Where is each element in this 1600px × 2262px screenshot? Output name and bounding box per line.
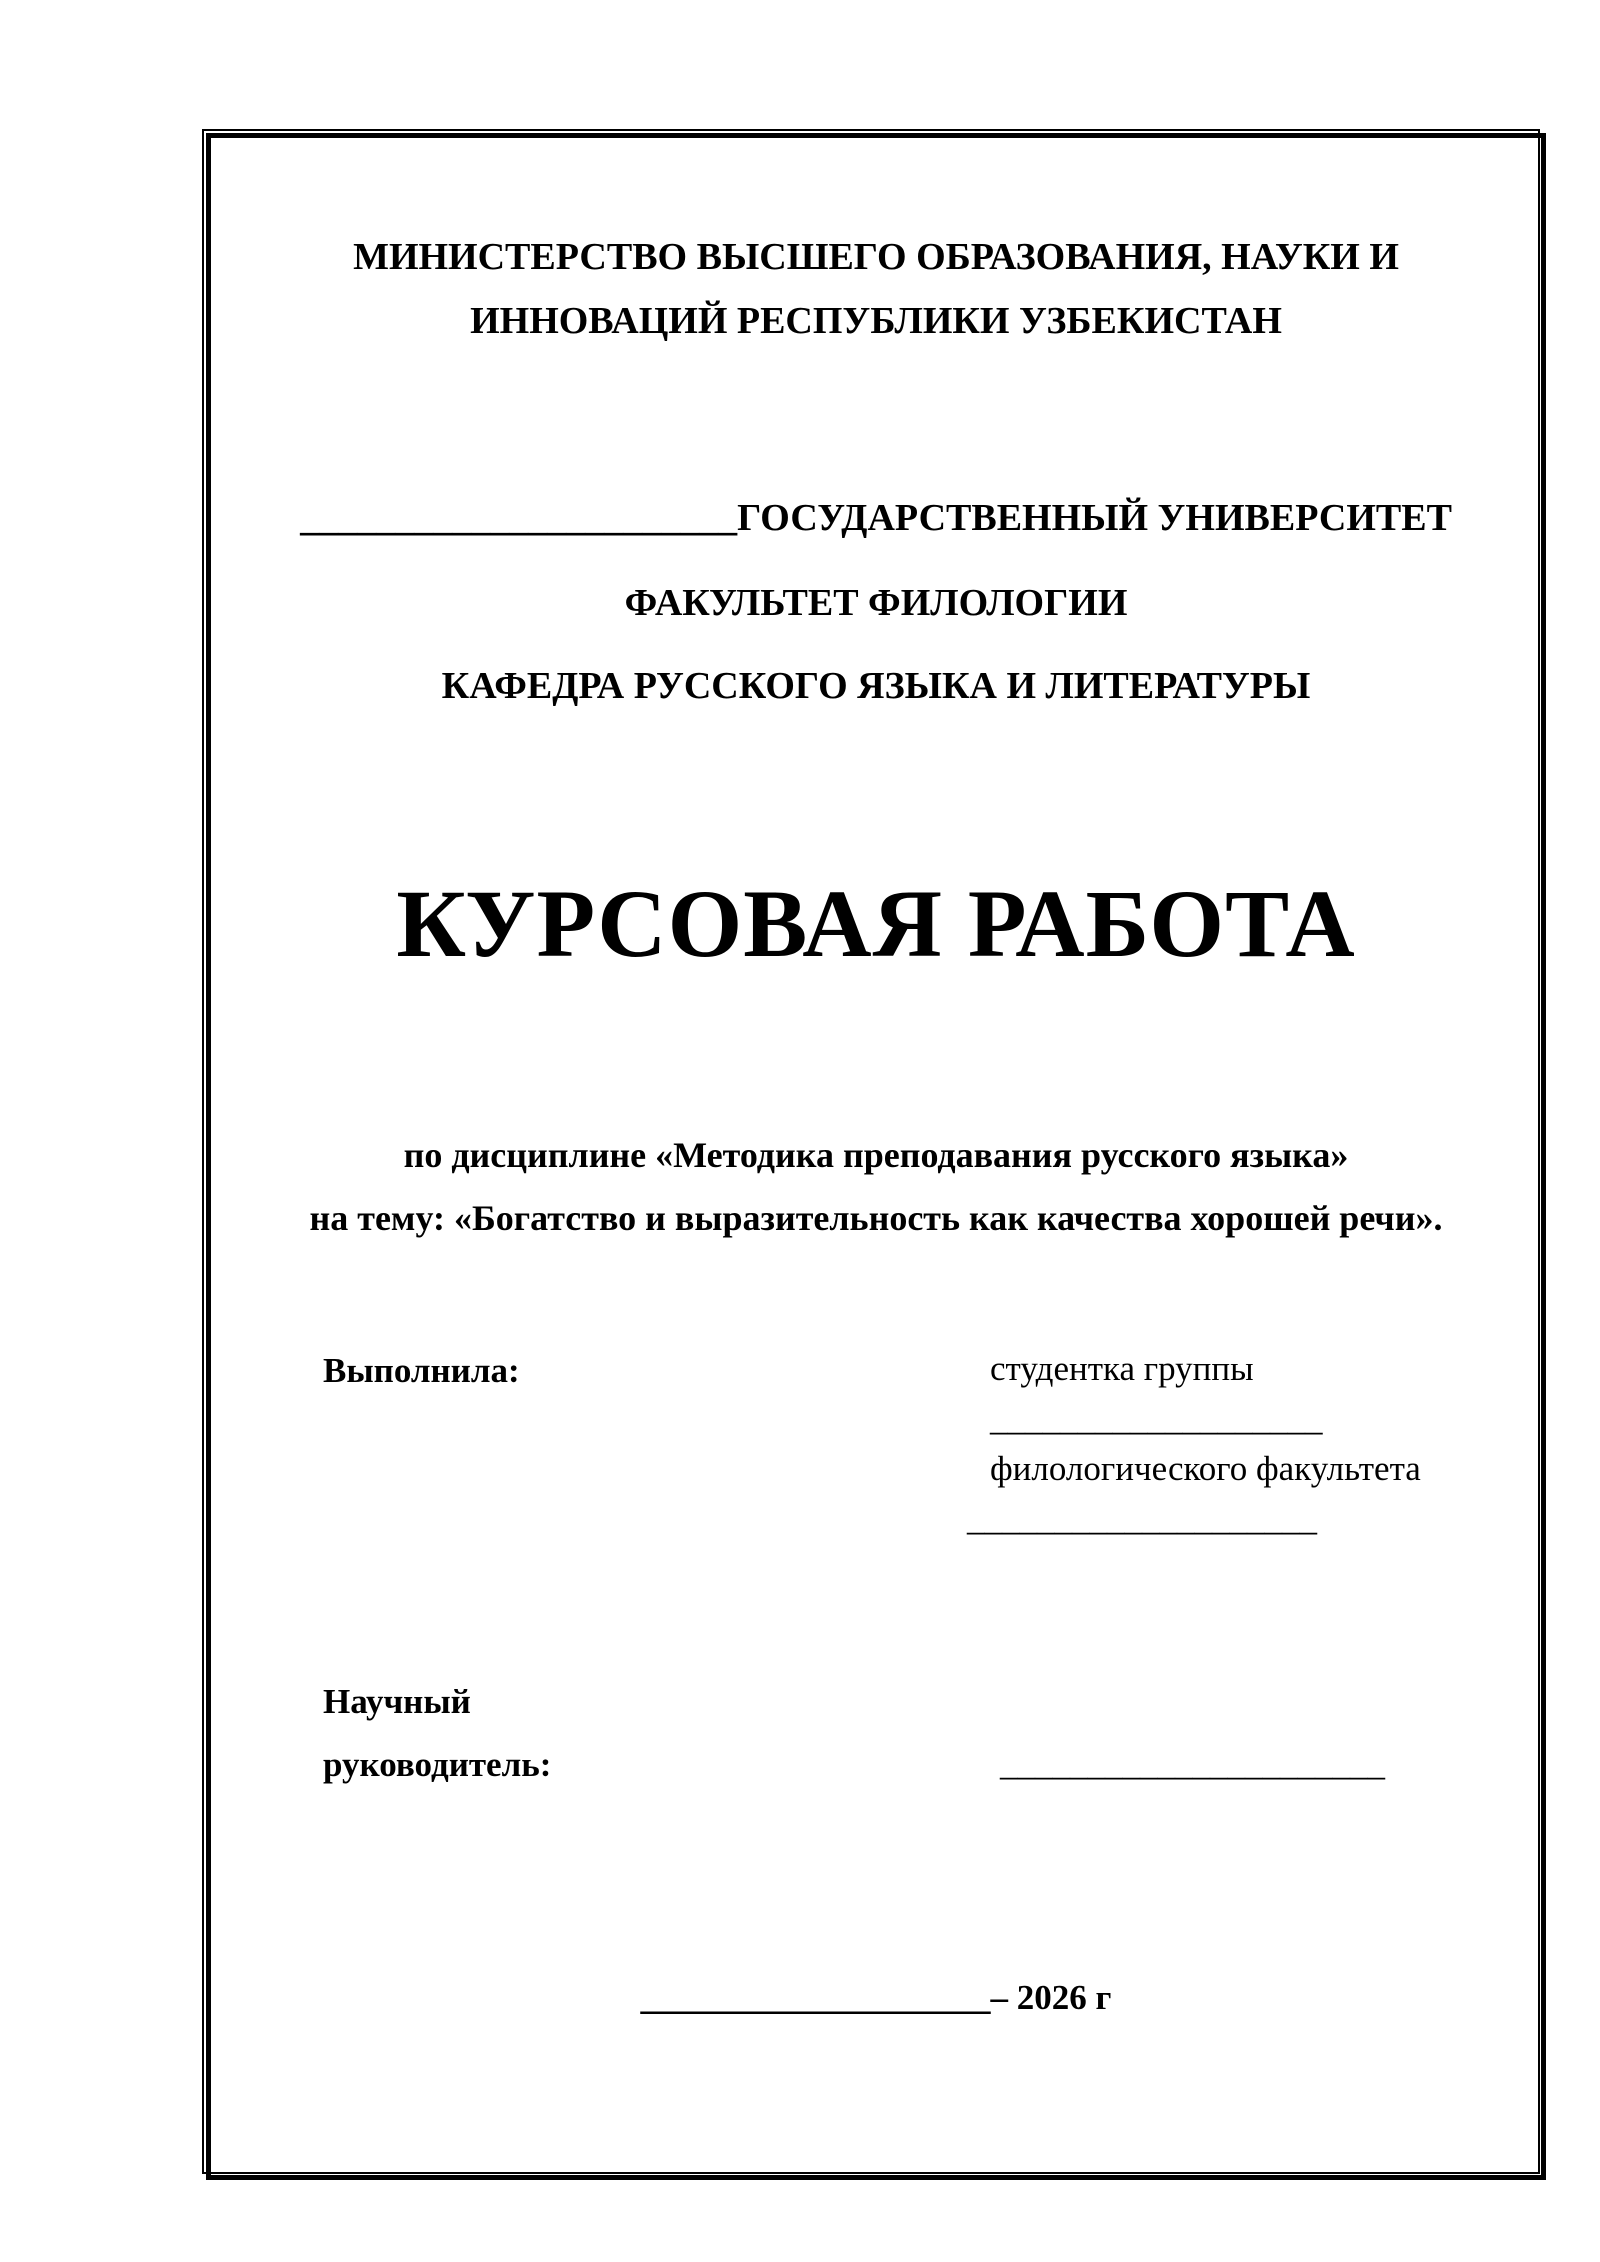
department-line: КАФЕДРА РУССКОГО ЯЗЫКА И ЛИТЕРАТУРЫ [441,665,1311,707]
ministry-heading [211,225,1541,353]
student-group-blank-field: ___________________ [990,1399,1323,1438]
topic-line: на тему: «Богатство и выразительность как качества хорошей речи». [309,1198,1443,1238]
discipline-line: по дисциплине «Методика преподавания русского языка» [403,1135,1349,1175]
coursework-title: КУРСОВАЯ РАБОТА [396,870,1356,977]
faculty-affiliation-line: филологического факультета [990,1449,1421,1488]
author-details [967,1344,1540,1544]
year-blank-field: ____________________ [640,1978,991,2017]
university-blank-field: _______________________ [300,497,738,539]
faculty-line: ФАКУЛЬТЕТ ФИЛОЛОГИИ [624,582,1128,624]
supervisor-label [323,1670,551,1796]
ministry-line-2: ИННОВАЦИЙ РЕСПУБЛИКИ УЗБЕКИСТАН [470,300,1282,342]
ministry-line-1: МИНИСТЕРСТВО ВЫСШЕГО ОБРАЗОВАНИЯ, НАУКИ И [353,236,1399,278]
faculty-affiliation-blank-field: ____________________ [967,1499,1317,1538]
supervisor-label-line-1: Научный [323,1682,471,1721]
year-line [211,1966,1541,2029]
supervisor-blank-field: ______________________ [1000,1744,1385,1783]
student-group-line: студентка группы [990,1349,1254,1388]
university-line [211,486,1541,550]
year-text: – 2026 г [990,1978,1112,2017]
university-name: ГОСУДАРСТВЕННЫЙ УНИВЕРСИТЕТ [737,497,1452,539]
author-label: Выполнила: [323,1351,520,1390]
supervisor-label-line-2: руководитель: [323,1745,552,1784]
